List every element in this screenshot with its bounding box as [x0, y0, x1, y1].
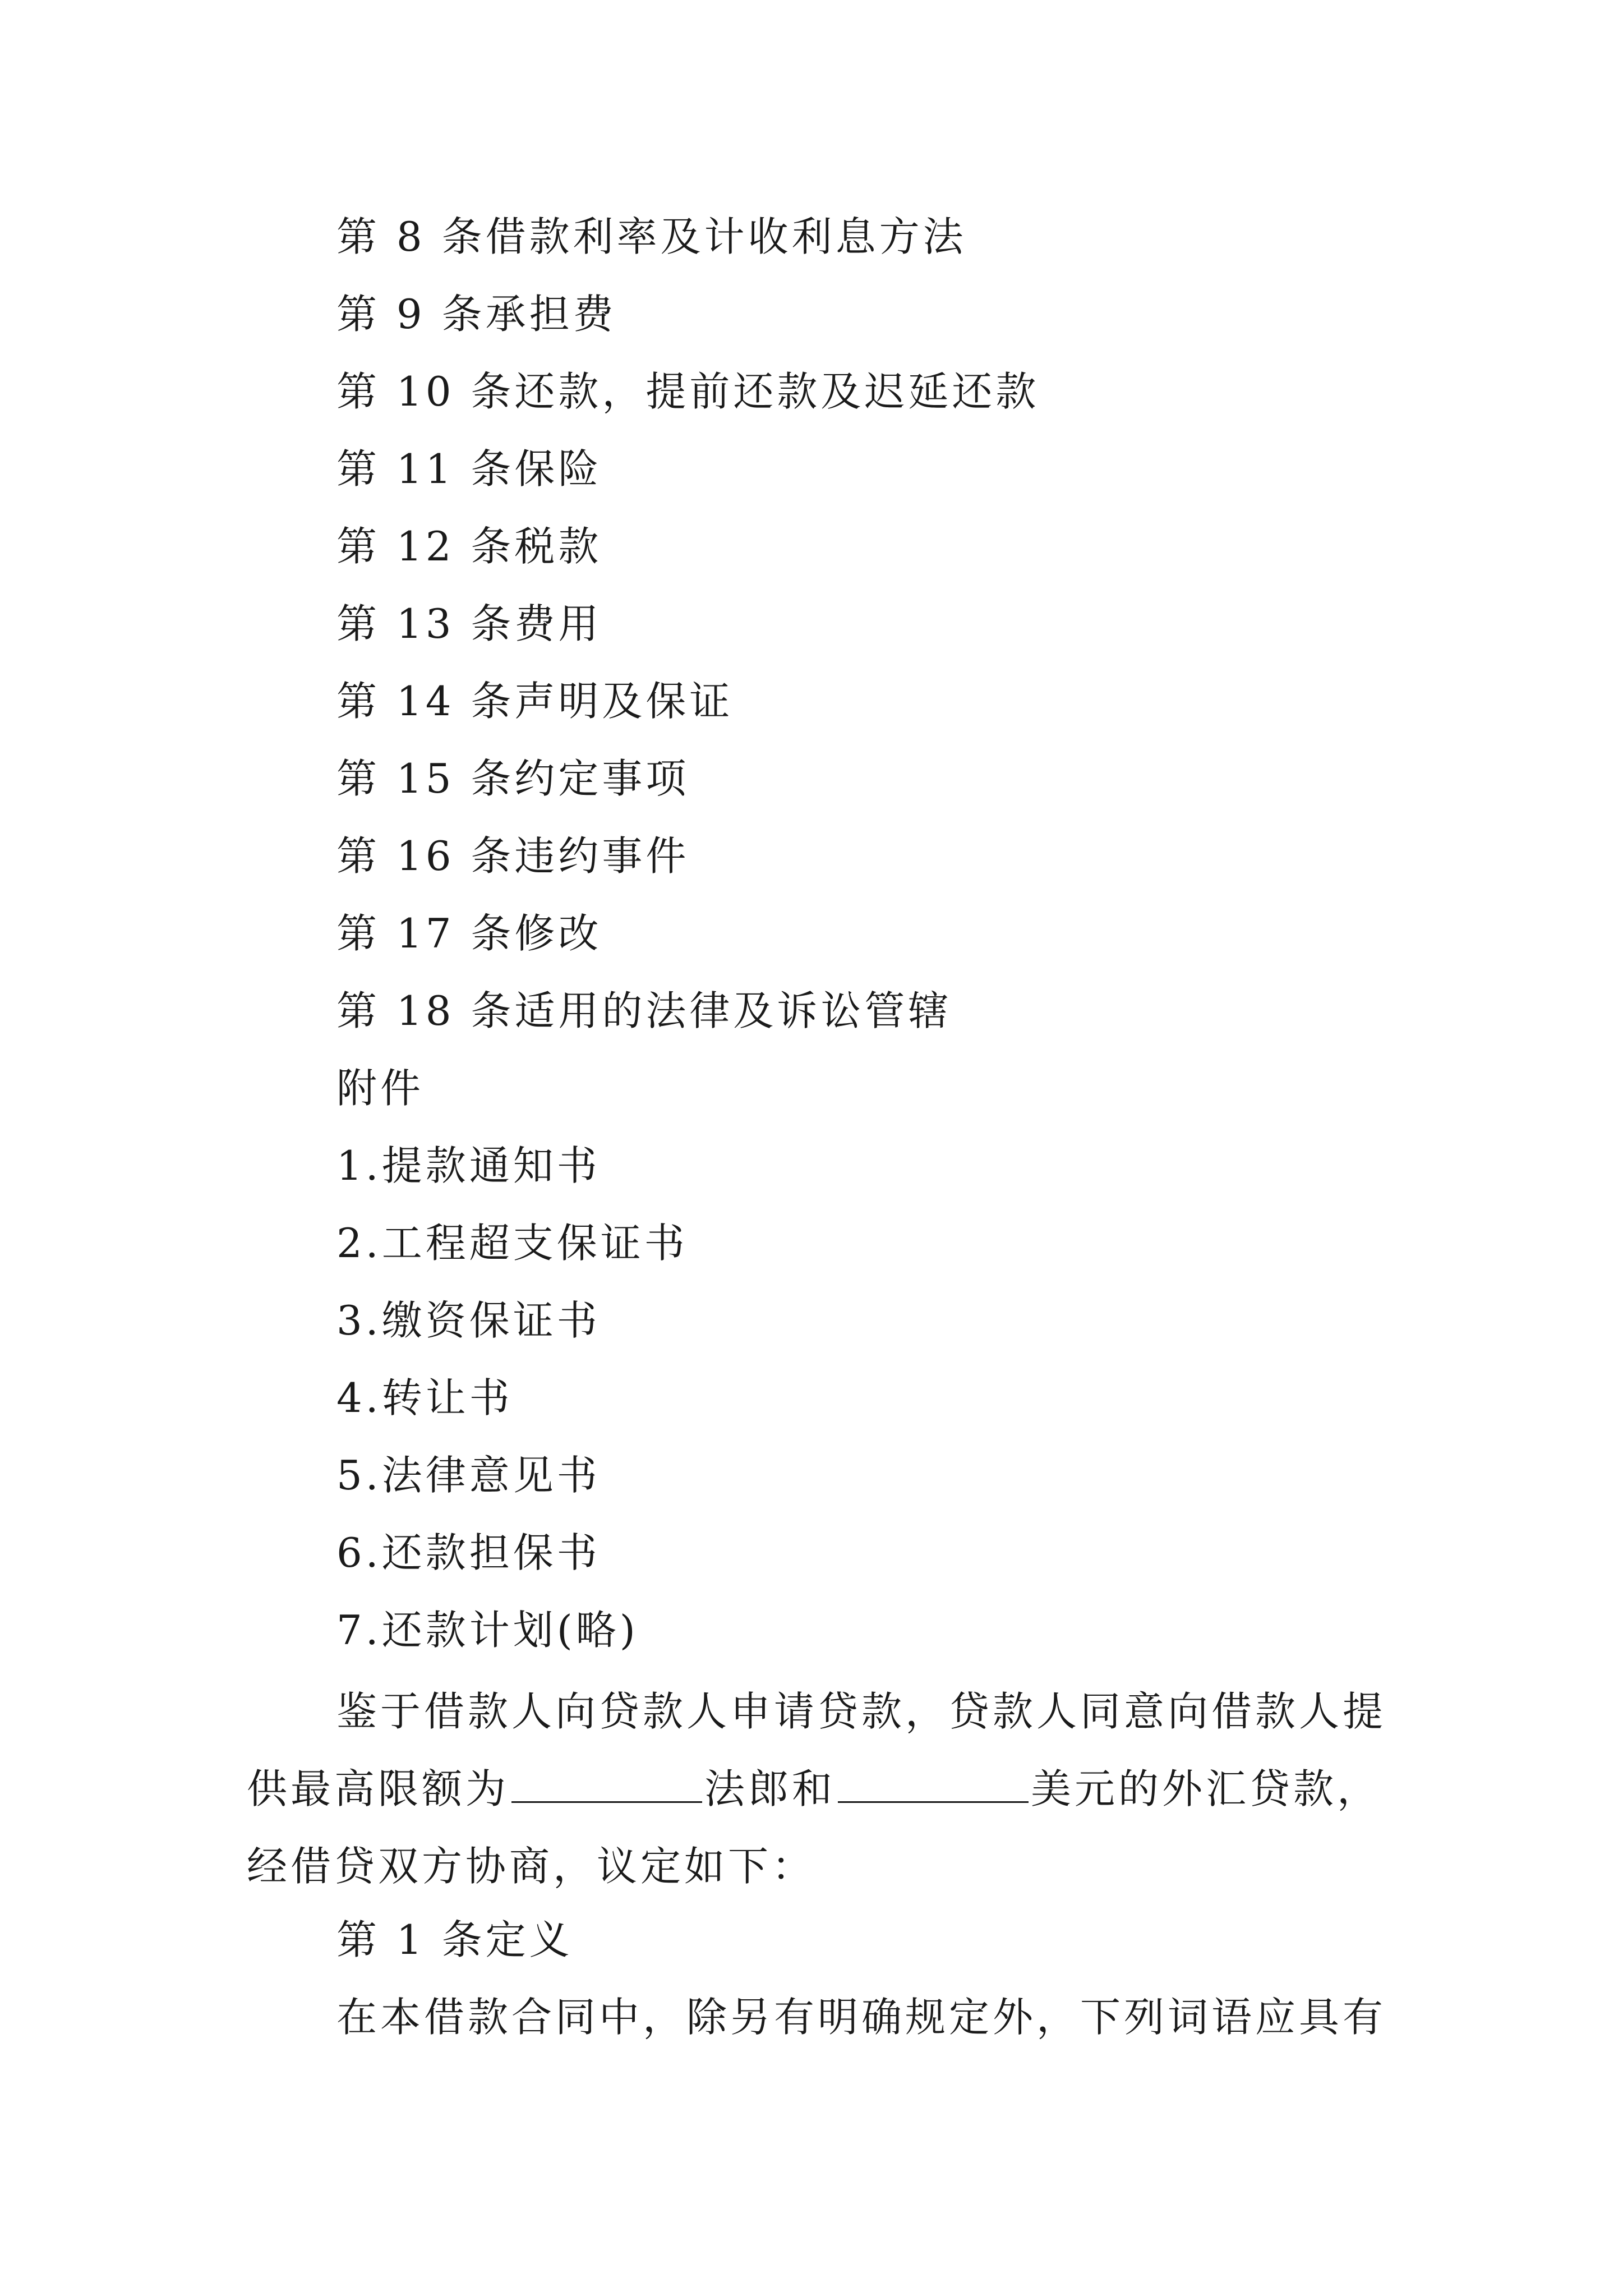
article-1-title: 第 1 条定义 — [336, 1916, 573, 1963]
preamble-line-3: 经借贷双方协商，议定如下： — [247, 1843, 816, 1890]
annex-item-5: 5.法律意见书 — [336, 1452, 601, 1499]
annex-item-2: 2.工程超支保证书 — [336, 1220, 688, 1267]
toc-item-17: 第 17 条修改 — [336, 910, 602, 957]
toc-item-11: 第 11 条保险 — [336, 445, 602, 493]
toc-item-13: 第 13 条费用 — [336, 600, 602, 647]
preamble-line-1: 鉴于借款人向贷款人申请贷款，贷款人同意向借款人提 — [336, 1688, 1387, 1735]
toc-item-18: 第 18 条适用的法律及诉讼管辖 — [336, 987, 952, 1034]
preamble-paragraph — [247, 1673, 1385, 1905]
toc-item-14: 第 14 条声明及保证 — [336, 678, 734, 725]
annex-item-1: 1.提款通知书 — [336, 1142, 601, 1189]
toc-item-8: 第 8 条借款利率及计收利息方法 — [336, 213, 967, 260]
annex-item-3: 3.缴资保证书 — [336, 1297, 601, 1344]
toc-item-9: 第 9 条承担费 — [336, 291, 617, 338]
toc-item-16: 第 16 条违约事件 — [336, 832, 690, 880]
annex-heading: 附件 — [336, 1065, 425, 1112]
franc-amount-blank[interactable] — [511, 1768, 702, 1803]
toc-item-15: 第 15 条约定事项 — [336, 755, 690, 802]
annex-item-7: 7.还款计划(略) — [336, 1607, 639, 1654]
usd-amount-blank[interactable] — [838, 1768, 1029, 1803]
annex-item-4: 4.转让书 — [336, 1374, 513, 1421]
toc-item-12: 第 12 条税款 — [336, 523, 602, 570]
preamble-line-2-b: 法郎和 — [704, 1765, 836, 1812]
toc-item-10: 第 10 条还款，提前还款及迟延还款 — [336, 368, 1040, 415]
preamble-line-2-c: 美元的外汇贷款， — [1031, 1765, 1381, 1812]
annex-item-6: 6.还款担保书 — [336, 1529, 601, 1576]
preamble-line-2-a: 供最高限额为 — [247, 1765, 510, 1812]
article-1-text: 在本借款合同中，除另有明确规定外，下列词语应具有 — [336, 1994, 1387, 2041]
preamble-line-2 — [247, 1750, 1385, 1828]
